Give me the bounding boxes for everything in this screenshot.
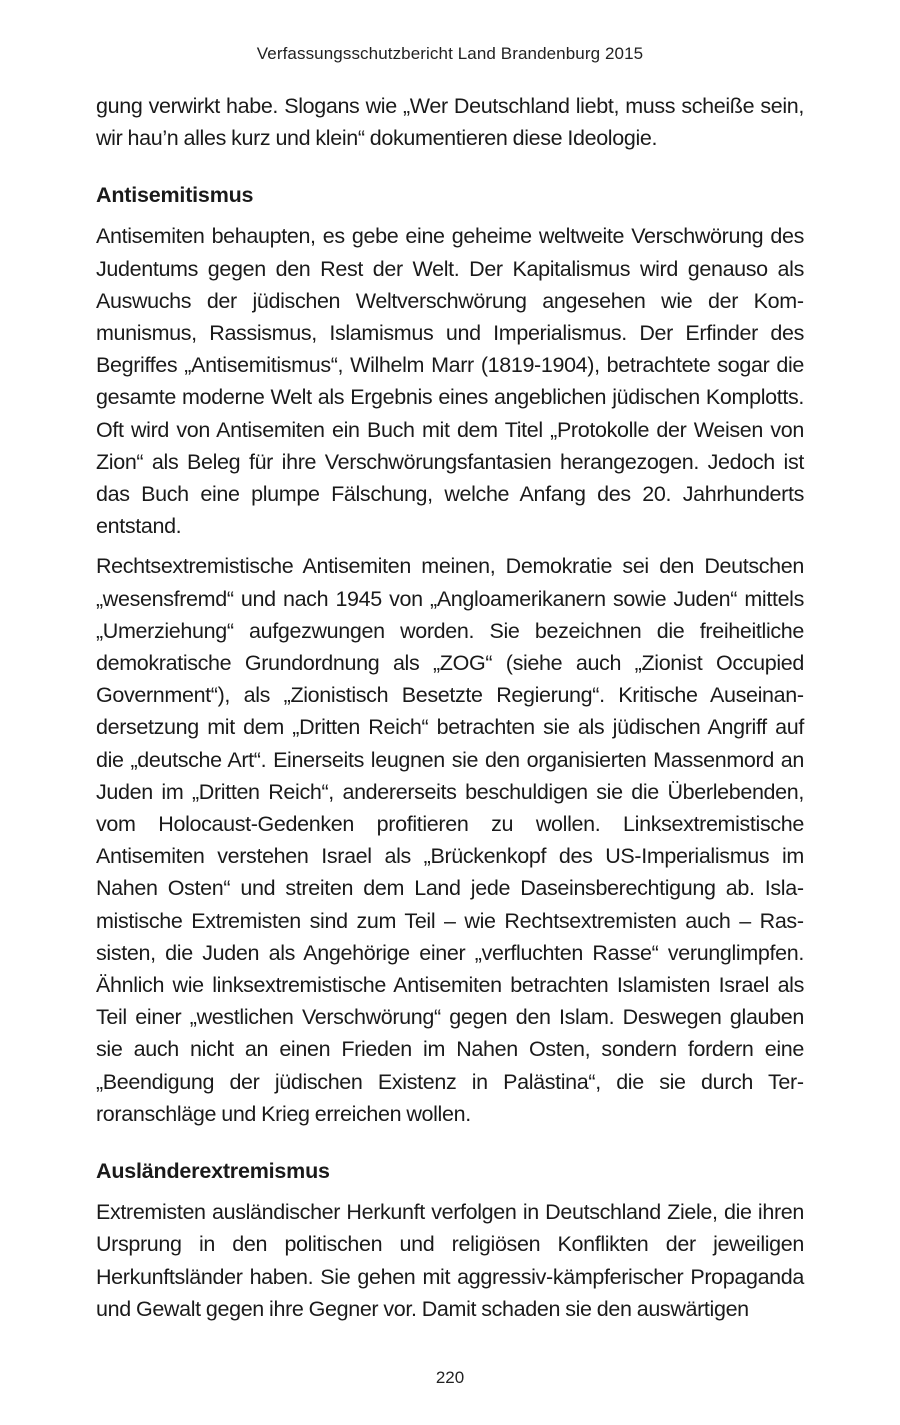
page-body [96, 90, 804, 1333]
intro-paragraph: gung verwirkt habe. Slogans wie „Wer Deutschland liebt, muss scheiße sein, wir hau’n alles kurz und klein“ dokumentieren diese Ideologie. [96, 94, 804, 151]
body-paragraph: Antisemiten behaupten, es gebe eine geheime weltweite Verschwörung des Judentums gegen den Rest der Welt. Der Kapitalismus wird genauso als Auswuchs der jüdischen Weltverschwörung angesehen wie der Kommunismus, Rassismus, Islamismus und Imperialismus. Der Erfinder des Begriffes „Antisemitismus“, Wilhelm Marr (1819-1904), betrachtete sogar die gesamte moderne Welt als Ergebnis eines angeblichen jüdischen Komplotts. Oft wird von Antisemiten ein Buch mit dem Titel „Protokolle der Weisen von Zion“ als Beleg für ihre Verschwörungsfantasien herangezogen. Jedoch ist das Buch eine plumpe Fälschung, welche Anfang des 20. Jahrhunderts entstand. [96, 224, 804, 539]
section-heading: Antisemitismus [96, 183, 254, 208]
section-antisemitismus [96, 180, 804, 1130]
running-header: Verfassungsschutzbericht Land Brandenburg 2015 [256, 44, 644, 63]
section-auslaenderextremismus [96, 1156, 804, 1325]
section-heading: Ausländerextremismus [96, 1159, 330, 1184]
body-paragraph: Rechtsextremistische Antisemiten meinen, Demokratie sei den Deutschen „wesensfremd“ und nach 1945 von „Angloamerikanern sowie Juden“ mittels „Umerziehung“ aufgezwungen worden. Sie bezeichnen die freiheitliche demokratische Grundordnung als „ZOG“ (siehe auch „Zionist Occupied Government“), als „Zionistisch Besetzte Regierung“. Kritische Auseinandersetzung mit dem „Dritten Reich“ betrachten sie als jüdischen Angriff auf die „deutsche Art“. Einerseits leugnen sie den organisierten Massenmord an Juden im „Dritten Reich“, andererseits beschuldigen sie die Überlebenden, vom Holocaust-Gedenken profitieren zu wollen. Linksextremistische Antisemiten verstehen Israel als „Brückenkopf des US-Imperialismus im Nahen Osten“ und streiten dem Land jede Daseinsberechtigung ab. Islamistische Extremisten sind zum Teil – wie Rechtsextremisten auch – Rassisten, die Juden als Angehörige einer „verfluchten Rasse“ verunglimpfen. Ähnlich wie linksextremistische Antisemiten betrachten Islamisten Israel als Teil einer „westlichen Verschwörung“ gegen den Islam. Deswegen glauben sie auch nicht an einen Frieden im Nahen Osten, sondern fordern eine „Beendigung der jüdischen Existenz in Palästina“, die sie durch Terroranschläge und Krieg erreichen wollen. [96, 554, 804, 1126]
body-paragraph: Extremisten ausländischer Herkunft verfolgen in Deutschland Ziele, die ihren Ursprung in den politischen und religiösen Konflikten der jeweiligen Herkunftsländer haben. Sie gehen mit aggressiv-kämpferischer Propaganda und Gewalt gegen ihre Gegner vor. Damit schaden sie den auswärtigen [96, 1200, 804, 1321]
page-number: 220 [435, 1368, 465, 1387]
